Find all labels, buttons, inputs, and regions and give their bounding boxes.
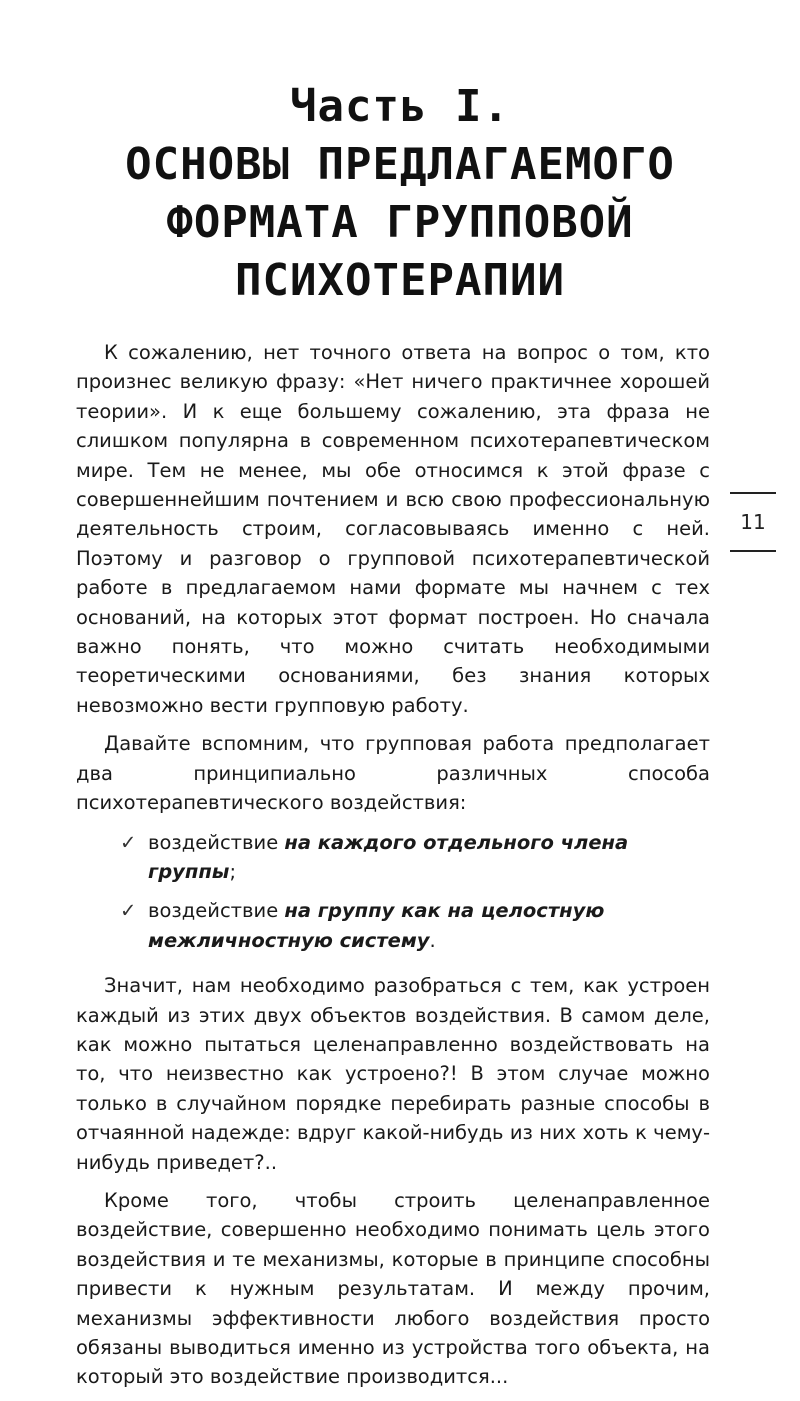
body-text (76, 338, 710, 1401)
chapter-title-line: ОСНОВЫ ПРЕДЛАГАЕМОГО (125, 139, 675, 190)
list-item-emphasis: на группу как на целостную межличностную систему (148, 899, 605, 952)
page-number: 11 (740, 510, 766, 534)
list-item (120, 828, 710, 887)
list-item-prefix: воздействие (148, 899, 285, 923)
list-item (120, 896, 710, 955)
chapter-title-line: ПСИХОТЕРАПИИ (235, 255, 565, 306)
paragraph-4: Кроме того, чтобы строить целенаправленное воздействие, совершенно необходимо понимать цель этого воздействия и те механизмы, которые в принципе способны привести к нужным результатам. И между прочим, механизмы эффективности любого воздействия просто обязаны выводиться именно из устройства того объекта, на который это воздействие производится... (76, 1188, 710, 1389)
chapter-title (0, 78, 800, 310)
list-item-prefix: воздействие (148, 830, 285, 854)
checklist (76, 828, 710, 956)
checkmark-icon: ✓ (120, 830, 137, 854)
paragraph-2: Давайте вспомним, что групповая работа предполагает два принципиально различных способа психотерапевтического воздействия: (76, 732, 710, 815)
chapter-title-line: ФОРМАТА ГРУППОВОЙ (166, 197, 634, 248)
page-folio (730, 492, 776, 552)
folio-rule-bottom (730, 550, 776, 552)
chapter-title-line: Часть I. (290, 81, 510, 132)
list-item-suffix: . (429, 928, 436, 952)
list-item-emphasis: на каждого отдельного члена группы (148, 830, 629, 883)
checkmark-icon: ✓ (120, 899, 137, 923)
paragraph-3: Значит, нам необходимо разобраться с тем, как устроен каждый из этих двух объектов воздействия. В самом деле, как можно пытаться целенаправленно воздействовать на то, что неизвестно как устроено?! В этом случае можно только в случайном порядке перебирать разные способы в отчаянной надежде: вдруг какой-нибудь из них хоть к чему-нибудь приведет?.. (76, 974, 710, 1174)
list-item-suffix: ; (229, 859, 237, 883)
paragraph-1: К сожалению, нет точного ответа на вопрос о том, кто произнес великую фразу: «Нет ничего практичнее хорошей теории». И к еще большему сожалению, эта фраза не слишком популярна в современном психотерапевтическом мире. Тем не менее, мы обе относимся к этой фразе с совершеннейшим почтением и всю свою профессиональную деятельность строим, согласовываясь именно с ней. Поэтому и разговор о групповой психотерапевтической работе в предлагаемом нами формате мы начнем с тех оснований, на которых этот формат построен. Но сначала важно понять, что можно считать необходимыми теоретическими основаниями, без знания которых невозможно вести групповую работу. (76, 341, 710, 717)
